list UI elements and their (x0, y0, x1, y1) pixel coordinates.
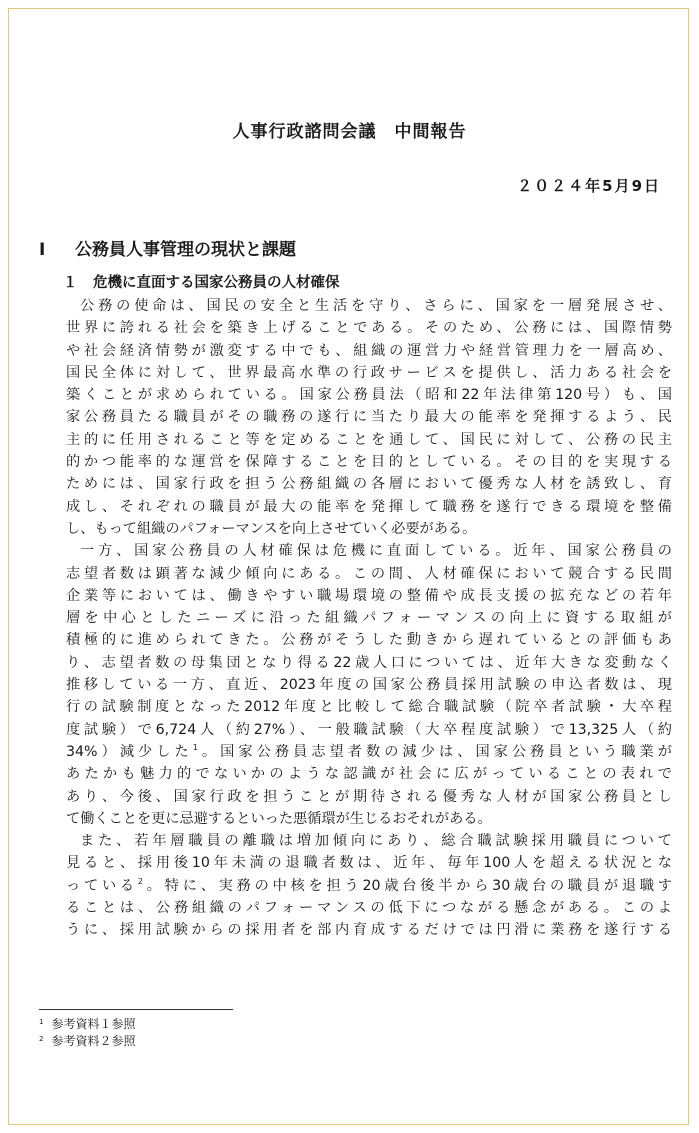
text-line: 築くことが求められている。国家公務員法（昭和22年法律第120号）も、国 (66, 387, 672, 404)
section-number: Ⅰ (39, 240, 46, 260)
footnote-ref-2: 2 (137, 876, 143, 886)
text-line: 推移している一方、直近、2023年度の国家公務員採用試験の申込者数は、現 (66, 677, 672, 694)
text-segment: っている (66, 877, 138, 894)
document-page (8, 8, 689, 1125)
footnote-text: 参考資料１参照 (51, 1017, 136, 1031)
text-line: 国民全体に対して、世界最高水準の行政サービスを提供し、活力ある社会を (66, 364, 672, 381)
text-line-with-ref (66, 741, 672, 763)
subsection-heading (63, 271, 340, 292)
text-line: あたかも魅力的でないかのような認識が社会に広がっていることの表れで (66, 766, 672, 783)
subsection-number: １ (63, 275, 78, 291)
section-heading (39, 235, 296, 260)
text-line: 公務の使命は、国民の安全と生活を守り、さらに、国家を一層発展させ、 (80, 298, 672, 314)
text-segment: 。国家公務員志望者数の減少は、国家公務員という職業が (197, 743, 672, 760)
text-line: や社会経済情勢が激変する中でも、組織の運営力や経営管理力を一層高め、 (66, 342, 672, 359)
text-line: 主的に任用されること等を定めることを通して、国民に対して、公務の民主 (66, 431, 672, 448)
text-line: 行の試験制度となった2012年度と比較して総合職試験（院卒者試験・大卒程 (66, 699, 672, 716)
footnote-mark: 1 (39, 1018, 44, 1026)
footnote-mark: 2 (39, 1035, 44, 1043)
footnote-text: 参考資料２参照 (51, 1034, 136, 1048)
text-line: 企業等においては、働きやすい職場環境の整備や成長支援の拡充などの若年 (66, 587, 672, 604)
section-title: 公務員人事管理の現状と課題 (75, 240, 296, 260)
footnote-1 (39, 1017, 135, 1031)
text-line: し、もって組織のパフォーマンスを向上させていく必要がある。 (66, 520, 477, 537)
text-line: 積極的に進められてきた。公務がそうした動きから遅れているとの評価もあ (66, 632, 672, 649)
subsection-title: 危機に直面する国家公務員の人材確保 (93, 275, 340, 291)
text-line: 成し、それぞれの職員が最大の能率を発揮して職務を遂行できる環境を整備 (66, 498, 672, 515)
text-line: あり、今後、国家行政を担うことが期待される優秀な人材が国家公務員とし (66, 788, 672, 805)
text-segment: 34%）減少した (66, 743, 193, 760)
body-text (66, 295, 672, 942)
text-line: ることは、公務組織のパフォーマンスの低下につながる懸念がある。このよ (66, 900, 672, 917)
text-line: うに、採用試験からの採用者を部内育成するだけでは円滑に業務を遂行する (66, 922, 672, 939)
text-line: 見ると、採用後10年未満の退職者数は、近年、毎年100人を超える状況とな (66, 855, 672, 872)
footnote-2 (39, 1034, 135, 1048)
document-title: 人事行政諮問会議 中間報告 (232, 122, 467, 142)
text-line: 一方、国家公務員の人材確保は危機に直面している。近年、国家公務員の (80, 543, 672, 560)
text-line: また、若年層職員の離職は増加傾向にあり、総合職試験採用職員について (80, 833, 672, 850)
document-date: ２０２４年5月9日 (517, 177, 661, 195)
footnote-ref-1: 1 (192, 742, 198, 752)
text-line: 志望者数は顕著な減少傾向にある。この間、人材確保において競合する民間 (66, 565, 672, 582)
text-line: 家公務員たる職員がその職務の遂行に当たり最大の能率を発揮するよう、民 (66, 409, 672, 426)
text-line: 度試験）で6,724人（約27%）、一般職試験（大卒程度試験）で13,325人（約 (66, 721, 672, 738)
text-line: ためには、国家行政を担う公務組織の各層において優秀な人材を誘致し、育 (66, 476, 672, 493)
text-line: 層を中心としたニーズに沿った組織パフォーマンスの向上に資する取組が (66, 610, 672, 627)
footnote-divider (39, 1009, 233, 1010)
text-line: て働くことを更に忌避するといった悪循環が生じるおそれがある。 (66, 810, 492, 827)
text-line: 的かつ能率的な運営を保障することを目的としている。その目的を実現する (66, 454, 672, 471)
text-line-with-ref (66, 875, 672, 897)
text-segment: 。特に、実務の中核を担う20歳台後半から30歳台の職員が退職す (143, 877, 672, 894)
text-line: 世界に誇れる社会を築き上げることである。そのため、公務には、国際情勢 (66, 320, 672, 337)
text-line: り、志望者数の母集団となり得る22歳人口については、近年大きな変動なく (66, 654, 672, 671)
